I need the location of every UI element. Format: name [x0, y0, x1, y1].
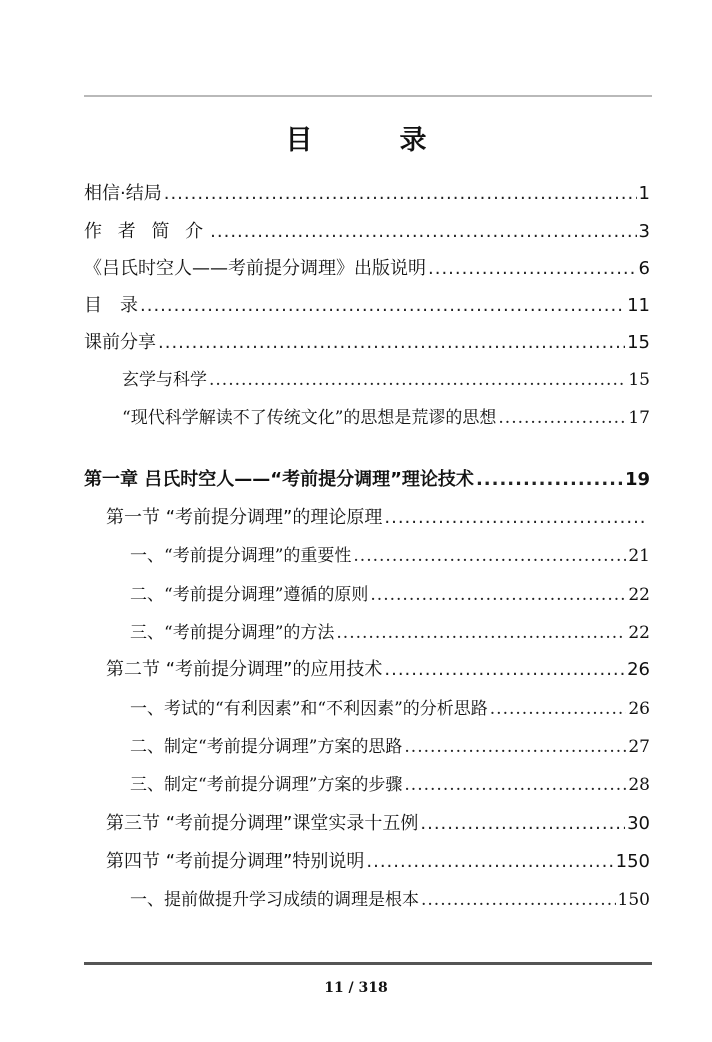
toc-entry-label: 作 者 简 介: [84, 221, 209, 242]
toc-entry[interactable]: [84, 180, 650, 208]
toc-entry-page: 15: [628, 370, 650, 390]
toc-entry-label: 第三节 “考前提分调理”课堂实录十五例: [106, 813, 419, 834]
toc-entry-label: 第一节 “考前提分调理”的理论原理: [106, 507, 383, 528]
toc-entry[interactable]: [130, 695, 650, 723]
toc-entry-page: 26: [627, 659, 650, 680]
toc-section[interactable]: [106, 848, 650, 876]
toc-entry[interactable]: [122, 404, 650, 432]
toc-entry-page: 22: [628, 585, 650, 605]
toc-entry[interactable]: [84, 218, 650, 246]
dot-leader: [384, 656, 625, 684]
toc-entry[interactable]: [130, 733, 650, 761]
dot-leader: [336, 619, 626, 647]
toc-section[interactable]: [106, 810, 650, 838]
toc-entry[interactable]: [84, 329, 650, 357]
dot-leader: [428, 255, 637, 283]
toc-entry-page: 1: [638, 183, 650, 204]
dot-leader: [210, 218, 636, 246]
toc-entry-page: 15: [627, 332, 650, 353]
toc-entry-label: 课前分享: [84, 332, 156, 353]
toc-entry[interactable]: [130, 771, 650, 799]
toc-entry-label: 三、“考前提分调理”的方法: [130, 623, 335, 643]
dot-leader: [209, 366, 626, 394]
toc-section[interactable]: [106, 656, 650, 684]
toc-entry-label: 第一章 吕氏时空人——“考前提分调理”理论技术: [84, 469, 474, 490]
dot-leader: [353, 542, 626, 570]
toc-entry-page: 26: [628, 699, 650, 719]
toc-entry-label: 相信·结局: [84, 183, 162, 204]
page-number: 11 / 318: [324, 980, 388, 996]
toc-entry-label: 一、提前做提升学习成绩的调理是根本: [130, 890, 419, 910]
toc-entry-label: 一、考试的“有利因素”和“不利因素”的分析思路: [130, 699, 488, 719]
toc-entry-label: 玄学与科学: [122, 370, 207, 390]
dot-leader: [366, 848, 613, 876]
top-rule: [84, 95, 652, 97]
toc-entry-page: 27: [628, 737, 650, 757]
toc-entry-page: 150: [615, 851, 650, 872]
toc-entry-page: 19: [624, 469, 650, 490]
toc-entry[interactable]: [122, 366, 650, 394]
toc-entry-page: 28: [628, 775, 650, 795]
toc-entry[interactable]: [130, 886, 650, 914]
page-title: 目 录: [285, 125, 457, 156]
toc-entry[interactable]: [84, 255, 650, 283]
toc-entry-label: “现代科学解读不了传统文化”的思想是荒谬的思想: [122, 408, 497, 428]
toc-entry[interactable]: [84, 292, 650, 320]
toc-entry-page: 3: [638, 221, 650, 242]
toc-chapter[interactable]: [84, 466, 650, 494]
toc-entry-label: 《吕氏时空人——考前提分调理》出版说明: [84, 258, 426, 279]
dot-leader: [476, 466, 623, 494]
toc-entry-page: 30: [627, 813, 650, 834]
dot-leader: [158, 329, 625, 357]
toc-entry-page: 150: [617, 890, 650, 910]
toc-entry-label: 三、制定“考前提分调理”方案的步骤: [130, 775, 403, 795]
dot-leader: [384, 504, 648, 532]
dot-leader: [404, 733, 626, 761]
toc-entry-label: 第四节 “考前提分调理”特别说明: [106, 851, 365, 872]
toc-entry-label: 第二节 “考前提分调理”的应用技术: [106, 659, 383, 680]
toc-entry-page: 11: [627, 295, 650, 316]
dot-leader: [490, 695, 627, 723]
toc-entry-page: 22: [628, 623, 650, 643]
toc-entry-page: 17: [628, 408, 650, 428]
toc-entry-label: 一、“考前提分调理”的重要性: [130, 546, 352, 566]
toc-section[interactable]: [106, 504, 650, 532]
toc-entry[interactable]: [130, 581, 650, 609]
dot-leader: [404, 771, 626, 799]
toc-entry-label: 二、制定“考前提分调理”方案的思路: [130, 737, 403, 757]
bottom-rule: [84, 962, 652, 965]
toc-entry-page: 21: [628, 546, 650, 566]
toc-entry[interactable]: [130, 542, 650, 570]
dot-leader: [140, 292, 625, 320]
dot-leader: [420, 810, 625, 838]
dot-leader: [164, 180, 637, 208]
toc-entry-label: 二、“考前提分调理”遵循的原则: [130, 585, 369, 605]
toc-entry-page: 6: [638, 258, 650, 279]
dot-leader: [370, 581, 626, 609]
toc-entry[interactable]: [130, 619, 650, 647]
dot-leader: [421, 886, 616, 914]
toc-entry-label: 目 录: [84, 295, 138, 316]
dot-leader: [498, 404, 626, 432]
